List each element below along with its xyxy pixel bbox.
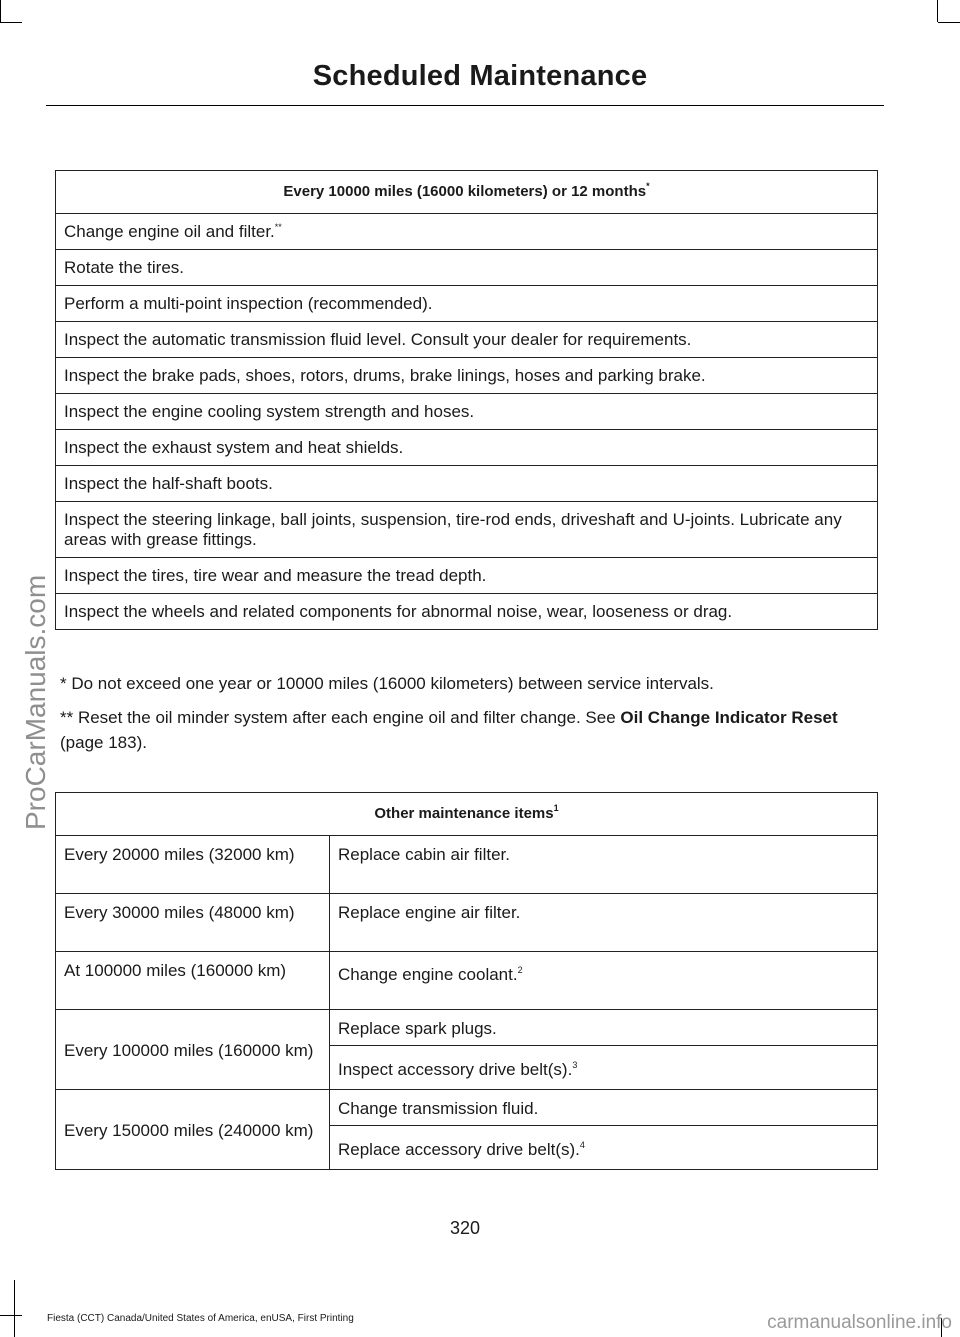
item-cell: Inspect accessory drive belt(s).$^3$ [330, 1046, 878, 1090]
bottom-watermark: carmanualsonline.info [767, 1312, 952, 1333]
title-divider [46, 105, 884, 106]
other-maintenance-table [55, 792, 878, 1170]
footnote-mark: 4 [579, 1140, 585, 1150]
item-cell: Replace spark plugs. [330, 1010, 878, 1046]
table-heading: Every 10000 miles (16000 kilometers) or 12 months* [56, 171, 878, 214]
crop-mark [0, 22, 22, 23]
footnote-mark: ** [274, 222, 282, 232]
footnote-mark: 1 [553, 803, 559, 813]
crop-mark [14, 1280, 15, 1337]
table-row: Inspect the exhaust system and heat shields. [56, 430, 878, 466]
side-watermark: ProCarManuals.com [20, 574, 51, 830]
oil-change-reset-link[interactable]: Oil Change Indicator Reset [620, 708, 838, 727]
footnote-1: * Do not exceed one year or 10000 miles (16000 kilometers) between service intervals. [60, 674, 714, 693]
table-row: Inspect the wheels and related components for abnormal noise, wear, looseness or drag. [56, 594, 878, 630]
table-row: Perform a multi-point inspection (recommended). [56, 286, 878, 322]
page-number: 320 [449, 1218, 481, 1238]
table-row: Change engine oil and filter.** [56, 214, 878, 250]
table-row: Rotate the tires. [56, 250, 878, 286]
crop-mark [0, 1315, 22, 1316]
interval-cell: Every 150000 miles (240000 km) [56, 1090, 330, 1170]
interval-cell: Every 100000 miles (160000 km) [56, 1010, 330, 1090]
table-row: Inspect the automatic transmission fluid level. Consult your dealer for requirements. [56, 322, 878, 358]
crop-mark [938, 22, 960, 23]
interval-cell: Every 20000 miles (32000 km) [56, 836, 330, 894]
crop-mark [937, 0, 938, 22]
maintenance-10000-table [55, 170, 878, 630]
footnote-2: ** Reset the oil minder system after each engine oil and filter change. See Oil Change Indicator Reset (page 183). [60, 708, 838, 752]
item-cell: Replace cabin air filter. [330, 836, 878, 894]
crop-mark [0, 0, 1, 22]
table-row: Inspect the steering linkage, ball joints, suspension, tire-rod ends, driveshaft and U-joints. Lubricate any areas with grease fittings. [56, 502, 878, 558]
table-row: Inspect the tires, tire wear and measure the tread depth. [56, 558, 878, 594]
item-cell: Replace engine air filter. [330, 894, 878, 952]
table-row: Inspect the half-shaft boots. [56, 466, 878, 502]
interval-cell: Every 30000 miles (48000 km) [56, 894, 330, 952]
item-cell: Change engine coolant.$^2$ [330, 952, 878, 1010]
page-title: Scheduled Maintenance [312, 60, 648, 92]
item-cell: Replace accessory drive belt(s).$^4$ [330, 1126, 878, 1170]
table-row: Inspect the brake pads, shoes, rotors, drums, brake linings, hoses and parking brake. [56, 358, 878, 394]
table-row: Inspect the engine cooling system strength and hoses. [56, 394, 878, 430]
footnote-mark: 3 [572, 1060, 578, 1070]
footer-text: Fiesta (CCT) Canada/United States of America, enUSA, First Printing [47, 1313, 354, 1324]
interval-cell: At 100000 miles (160000 km) [56, 952, 330, 1010]
table-heading: Other maintenance items$^1$ [56, 793, 878, 836]
footnote-mark: * [646, 181, 650, 191]
footnote-mark: 2 [517, 965, 523, 975]
item-cell: Change transmission fluid. [330, 1090, 878, 1126]
